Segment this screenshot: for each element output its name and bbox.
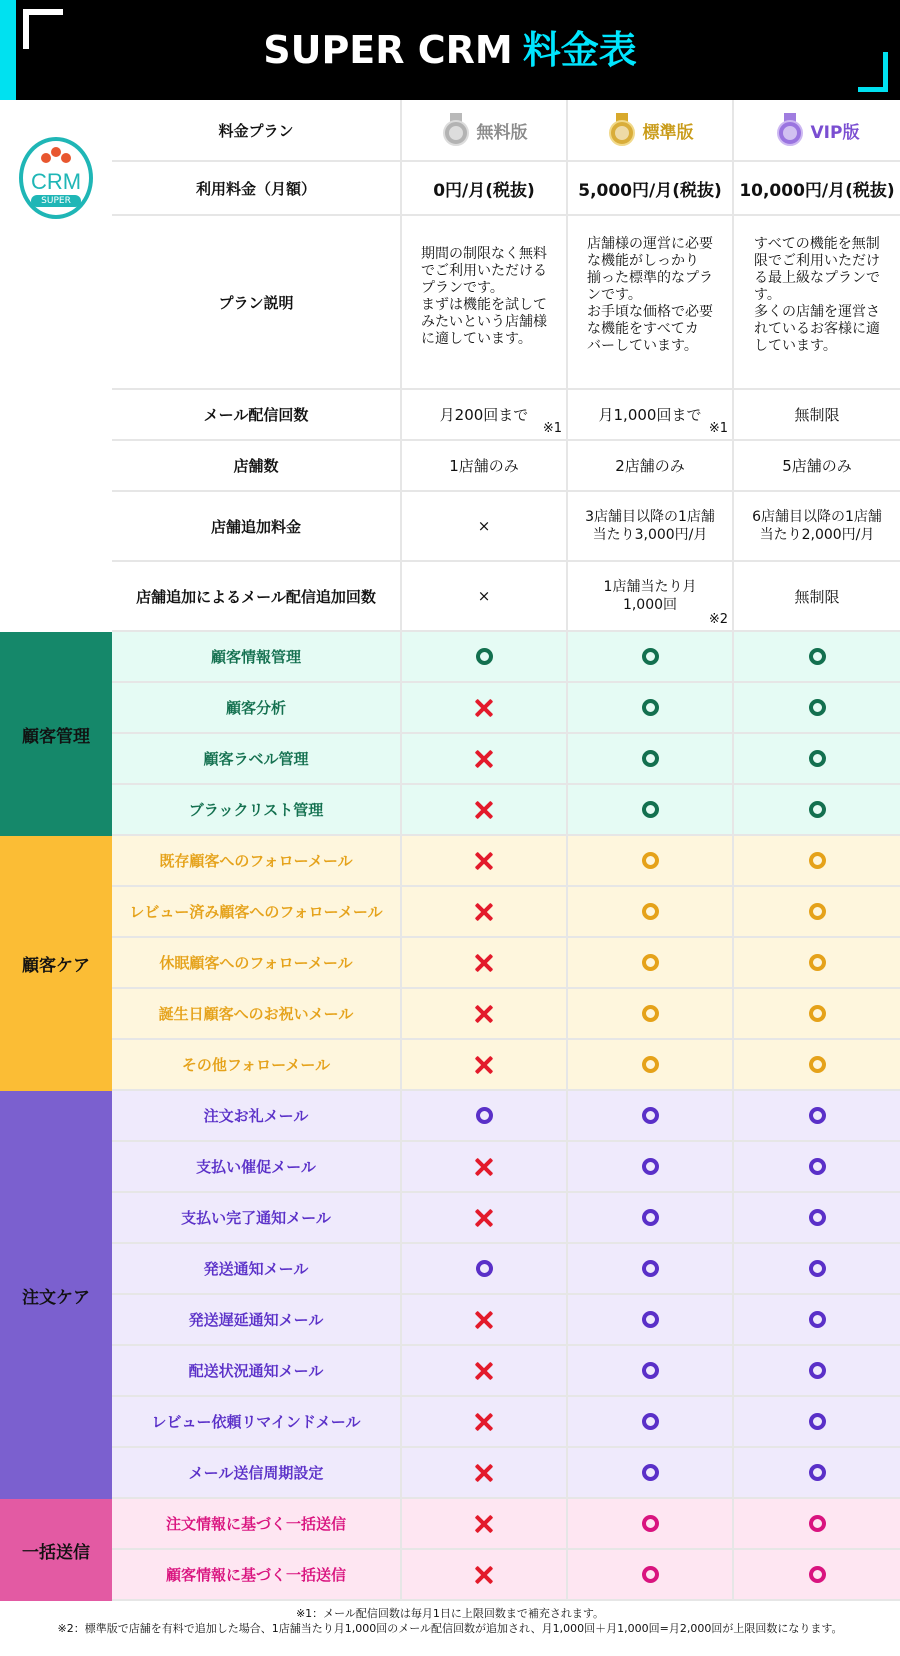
feature-row: [112, 1295, 900, 1346]
cross-icon: [475, 954, 493, 972]
note-mark: ※1: [708, 421, 728, 436]
feature-row: [112, 1193, 900, 1244]
check-circle-icon: [809, 1362, 826, 1379]
check-circle-icon: [642, 852, 659, 869]
plan-name-free: 無料版: [476, 122, 528, 143]
check-circle-icon: [809, 1515, 826, 1532]
feature-name: 顧客ラベル管理: [203, 750, 309, 768]
page-header: [0, 0, 900, 100]
check-circle-icon: [642, 1005, 659, 1022]
feature-name: 配送状況通知メール: [188, 1362, 324, 1380]
store-fee-standard: 3店舗目以降の1店舗 当たり3,000円/月: [585, 509, 715, 543]
cross-icon: [475, 1209, 493, 1227]
feature-name: その他フォローメール: [181, 1056, 331, 1074]
mail-count-standard: 月1,000回まで: [598, 406, 702, 424]
crm-super-logo: [19, 137, 93, 219]
check-circle-icon: [809, 801, 826, 818]
plan-row: [112, 100, 900, 162]
feature-name: 休眠顧客へのフォローメール: [159, 954, 353, 972]
note-mark: ※2: [708, 612, 728, 627]
plan-vip: [734, 100, 900, 160]
feature-name: 顧客分析: [225, 699, 286, 717]
check-circle-icon: [809, 750, 826, 767]
feature-name: 顧客情報管理: [210, 648, 301, 666]
check-circle-icon: [642, 1464, 659, 1481]
price-standard: 5,000円/月(税抜): [578, 180, 722, 201]
cross-icon: [475, 1311, 493, 1329]
check-circle-icon: [642, 648, 659, 665]
feature-row: [112, 1346, 900, 1397]
feature-row: [112, 1244, 900, 1295]
feature-row: [112, 1091, 900, 1142]
people-icon: [41, 147, 71, 167]
mail-count-row: [112, 390, 900, 441]
mail-count-vip: 無制限: [794, 406, 840, 424]
plan-name-vip: VIP版: [810, 122, 860, 143]
gold-medal-icon: [607, 113, 637, 147]
feature-name: レビュー依頼リマインドメール: [151, 1413, 361, 1431]
check-circle-icon: [809, 1005, 826, 1022]
stores-vip: 5店舗のみ: [782, 457, 852, 475]
description-row: [112, 216, 900, 390]
section-label-customer-care: 顧客ケア: [0, 836, 112, 1091]
description-free: 期間の制限なく無料 でご利用いただける プランです。 まずは機能を試して みたいという店舗様 に適しています。: [421, 246, 547, 347]
feature-row: [112, 1550, 900, 1601]
cross-icon: [475, 750, 493, 768]
store-mail-free: ×: [477, 587, 491, 605]
stores-standard: 2店舗のみ: [615, 457, 685, 475]
feature-name: 顧客情報に基づく一括送信: [165, 1566, 346, 1584]
note-mark: ※1: [542, 421, 562, 436]
feature-name: 支払い完了通知メール: [181, 1209, 331, 1227]
feature-row: [112, 632, 900, 683]
feature-name: 支払い催促メール: [196, 1158, 316, 1176]
price-row: [112, 162, 900, 216]
check-circle-icon: [809, 1566, 826, 1583]
feature-row: [112, 836, 900, 887]
cross-icon: [475, 1566, 493, 1584]
store-mail-standard: 1店舗当たり月 1,000回: [603, 579, 697, 613]
feature-row: [112, 1142, 900, 1193]
feature-name: 誕生日顧客へのお祝いメール: [158, 1005, 354, 1023]
check-circle-icon: [642, 903, 659, 920]
price-free: 0円/月(税抜): [433, 180, 535, 201]
feature-row: [112, 1499, 900, 1550]
check-circle-icon: [642, 1566, 659, 1583]
check-circle-icon: [642, 801, 659, 818]
mail-count-label: メール配信回数: [112, 390, 402, 439]
footnote-1: ※1：メール配信回数は毎月1日に上限回数まで補充されます。: [295, 1607, 605, 1620]
cross-icon: [475, 801, 493, 819]
footnote-2: ※2：標準版で店舗を有料で追加した場合、1店舗当たり月1,000回のメール配信回数が追加され、月1,000回＋月1,000回=月2,000回が上限回数になります。: [57, 1622, 843, 1635]
mail-count-free: 月200回まで: [439, 406, 529, 424]
store-fee-row: [112, 492, 900, 562]
check-circle-icon: [642, 1107, 659, 1124]
feature-name: 発送遅延通知メール: [188, 1311, 324, 1329]
cross-icon: [475, 1413, 493, 1431]
check-circle-icon: [476, 648, 493, 665]
cross-icon: [475, 1515, 493, 1533]
feature-name: 注文情報に基づく一括送信: [165, 1515, 346, 1533]
logo-super-text: SUPER: [31, 195, 81, 207]
description-label: プラン説明: [112, 216, 402, 388]
store-mail-label: 店舗追加によるメール配信追加回数: [112, 562, 402, 630]
feature-row: [112, 683, 900, 734]
check-circle-icon: [642, 954, 659, 971]
cross-icon: [475, 1056, 493, 1074]
cross-icon: [475, 1158, 493, 1176]
feature-row: [112, 734, 900, 785]
feature-name: 既存顧客へのフォローメール: [159, 852, 353, 870]
cross-icon: [475, 1005, 493, 1023]
store-fee-free: ×: [477, 517, 491, 535]
store-fee-vip: 6店舗目以降の1店舗 当たり2,000円/月: [752, 509, 882, 543]
check-circle-icon: [809, 648, 826, 665]
check-circle-icon: [809, 1260, 826, 1277]
plan-standard: [568, 100, 734, 160]
check-circle-icon: [476, 1260, 493, 1277]
plan-row-label: 料金プラン: [112, 100, 402, 160]
feature-name: レビュー済み顧客へのフォローメール: [129, 903, 383, 921]
check-circle-icon: [642, 1158, 659, 1175]
title-main: SUPER CRM: [263, 28, 513, 72]
check-circle-icon: [642, 1260, 659, 1277]
title-accent: 料金表: [522, 28, 637, 72]
feature-name: 注文お礼メール: [203, 1107, 309, 1125]
check-circle-icon: [809, 1056, 826, 1073]
check-circle-icon: [809, 1311, 826, 1328]
price-label: 利用料金（月額）: [112, 162, 402, 214]
check-circle-icon: [809, 699, 826, 716]
check-circle-icon: [642, 1311, 659, 1328]
logo-column: [0, 100, 112, 632]
store-mail-vip: 無制限: [794, 587, 840, 606]
feature-row: [112, 1040, 900, 1091]
feature-row: [112, 1397, 900, 1448]
check-circle-icon: [809, 1209, 826, 1226]
feature-row: [112, 887, 900, 938]
feature-row: [112, 1448, 900, 1499]
check-circle-icon: [809, 1158, 826, 1175]
cross-icon: [475, 699, 493, 717]
check-circle-icon: [809, 903, 826, 920]
check-circle-icon: [642, 699, 659, 716]
store-fee-label: 店舗追加料金: [112, 492, 402, 560]
section-label-bulk: 一括送信: [0, 1499, 112, 1601]
check-circle-icon: [642, 1209, 659, 1226]
check-circle-icon: [809, 1413, 826, 1430]
silver-medal-icon: [441, 113, 471, 147]
check-circle-icon: [642, 1515, 659, 1532]
cross-icon: [475, 1362, 493, 1380]
footnotes: [0, 1606, 900, 1636]
check-circle-icon: [809, 1464, 826, 1481]
check-circle-icon: [642, 1056, 659, 1073]
feature-name: メール送信周期設定: [188, 1464, 324, 1482]
section-label-order-care: 注文ケア: [0, 1091, 112, 1499]
stores-free: 1店舗のみ: [449, 457, 519, 475]
feature-name: ブラックリスト管理: [188, 801, 324, 819]
feature-row: [112, 785, 900, 836]
check-circle-icon: [476, 1107, 493, 1124]
plan-free: [402, 100, 568, 160]
stores-row: [112, 441, 900, 492]
check-circle-icon: [642, 1413, 659, 1430]
page-title: [0, 0, 900, 100]
check-circle-icon: [809, 852, 826, 869]
feature-row: [112, 938, 900, 989]
logo-crm-text: CRM: [30, 169, 82, 194]
cross-icon: [475, 903, 493, 921]
stores-label: 店舗数: [112, 441, 402, 490]
plan-name-standard: 標準版: [642, 122, 694, 143]
purple-crown-medal-icon: [775, 113, 805, 147]
check-circle-icon: [642, 1362, 659, 1379]
check-circle-icon: [809, 1107, 826, 1124]
check-circle-icon: [642, 750, 659, 767]
cross-icon: [475, 852, 493, 870]
description-vip: すべての機能を無制 限でご利用いただけ る最上級なプランで す。 多くの店舗を運営さ れているお客様に適 しています。: [754, 236, 880, 354]
description-standard: 店舗様の運営に必要 な機能がしっかり 揃った標準的なプラ ンです。 お手頃な価格で必要 な機能をすべてカ バーしています。: [587, 236, 713, 354]
price-vip: 10,000円/月(税抜): [739, 180, 895, 201]
store-mail-row: [112, 562, 900, 632]
feature-name: 発送通知メール: [203, 1260, 309, 1278]
section-label-customer-mgmt: 顧客管理: [0, 632, 112, 836]
check-circle-icon: [809, 954, 826, 971]
cross-icon: [475, 1464, 493, 1482]
feature-row: [112, 989, 900, 1040]
